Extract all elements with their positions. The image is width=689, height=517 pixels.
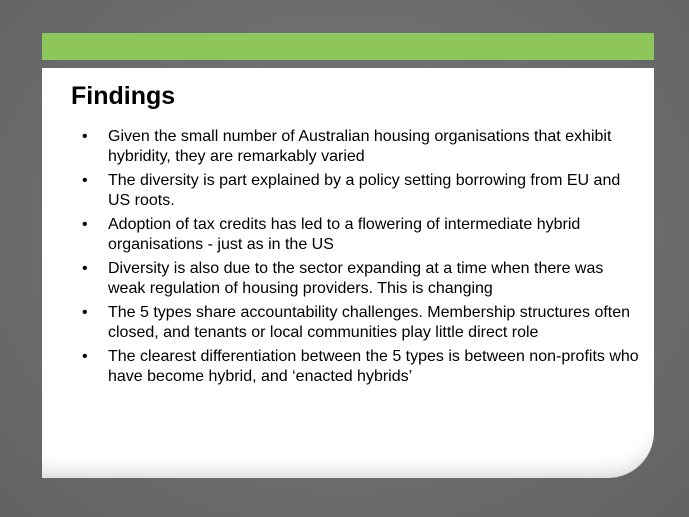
bullet-icon: • bbox=[82, 304, 88, 321]
bullet-icon: • bbox=[82, 128, 88, 145]
bullet-text: The clearest differentiation between the 5 types is between non-profits who have become hybrid, and ‘enacted hybrids’ bbox=[108, 348, 639, 385]
bullet-list bbox=[82, 127, 642, 391]
bullet-text: The diversity is part explained by a policy setting borrowing from EU and US roots. bbox=[108, 172, 621, 209]
accent-bar bbox=[42, 33, 654, 60]
bullet-item bbox=[82, 303, 642, 343]
bullet-item bbox=[82, 259, 642, 299]
slide bbox=[42, 33, 654, 478]
bullet-icon: • bbox=[82, 172, 88, 189]
bullet-text: Given the small number of Australian housing organisations that exhibit hybridity, they are remarkably varied bbox=[108, 128, 612, 165]
bullet-icon: • bbox=[82, 260, 88, 277]
bullet-text: The 5 types share accountability challenges. Membership structures often closed, and tenants or local communities play little direct role bbox=[108, 304, 631, 341]
bullet-icon: • bbox=[82, 216, 88, 233]
bullet-item bbox=[82, 171, 642, 211]
bullet-icon: • bbox=[82, 348, 88, 365]
bullet-text: Diversity is also due to the sector expanding at a time when there was weak regulation of housing providers. This is changing bbox=[108, 260, 604, 297]
bullet-item bbox=[82, 347, 642, 387]
bullet-text: Adoption of tax credits has led to a flowering of intermediate hybrid organisations - just as in the US bbox=[108, 216, 581, 253]
slide-title: Findings bbox=[71, 82, 176, 110]
bullet-item bbox=[82, 215, 642, 255]
bullet-item bbox=[82, 127, 642, 167]
